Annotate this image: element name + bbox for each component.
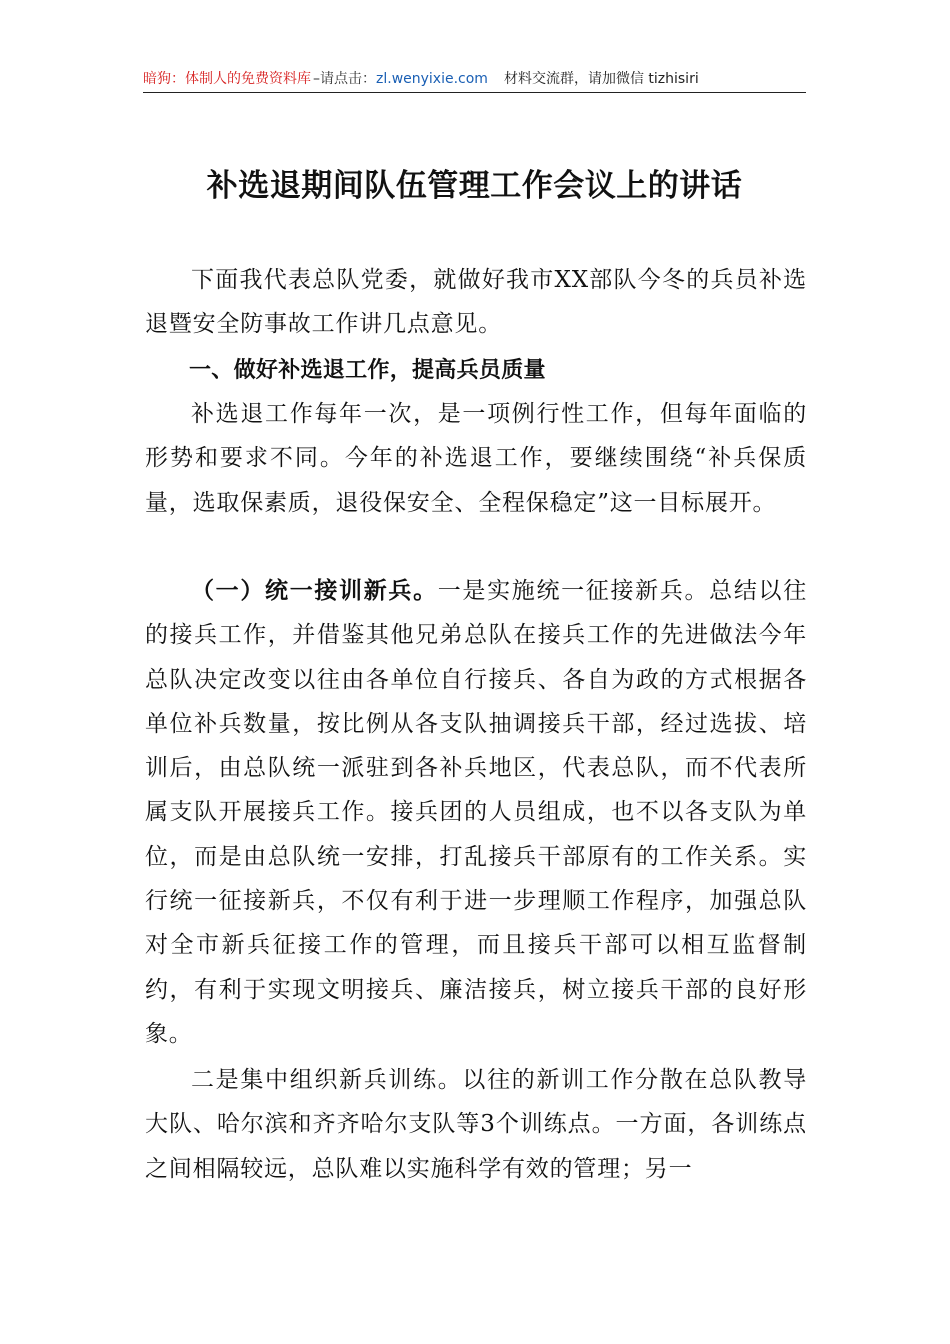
header-link[interactable]: zl.wenyixie.com [376, 71, 488, 87]
paragraph-intro: 下面我代表总队党委，就做好我市XX部队今冬的兵员补选退暨安全防事故工作讲几点意见。 [145, 267, 807, 338]
section-heading-1: 一、做好补选退工作，提高兵员质量 [189, 358, 546, 383]
paragraph-3: 二是集中组织新兵训练。以往的新训工作分散在总队教导大队、哈尔滨和齐齐哈尔支队等3个训练点。一方面，各训练点之间相隔较远，总队难以实施科学有效的管理；另一 [145, 1067, 807, 1182]
page-header [143, 68, 806, 93]
paragraph-2-text: 一是实施统一征接新兵。总结以往的接兵工作，并借鉴其他兄弟总队在接兵工作的先进做法今年总队决定改变以往由各单位自行接兵、各自为政的方式根据各单位补兵数量，按比例从各支队抽调接兵干部，经过选拔、培训后，由总队统一派驻到各补兵地区，代表总队，而不代表所属支队开展接兵工作。接兵团的人员组成，也不以各支队为单位，而是由总队统一安排，打乱接兵干部原有的工作关系。实行统一征接新兵，不仅有利于进一步理顺工作程序，加强总队对全市新兵征接工作的管理，而且接兵干部可以相互监督制约，有利于实现文明接兵、廉洁接兵，树立接兵干部的良好形象。 [145, 578, 807, 1047]
paragraph-1: 补选退工作每年一次，是一项例行性工作，但每年面临的形势和要求不同。今年的补选退工作，要继续围绕“补兵保质量，选取保素质，退役保安全、全程保稳定”这一目标展开。 [145, 401, 807, 516]
header-prompt: –请点击： [313, 71, 376, 87]
paragraph-2 [145, 569, 807, 1059]
subsection-label: （一）统一接训新兵。 [191, 577, 438, 604]
document-title: 补选退期间队伍管理工作会议上的讲话 [206, 168, 743, 204]
header-ad-text: 暗狗：体制人的免费资料库 [143, 71, 311, 87]
header-contact: 材料交流群，请加微信 tizhisiri [503, 71, 699, 87]
